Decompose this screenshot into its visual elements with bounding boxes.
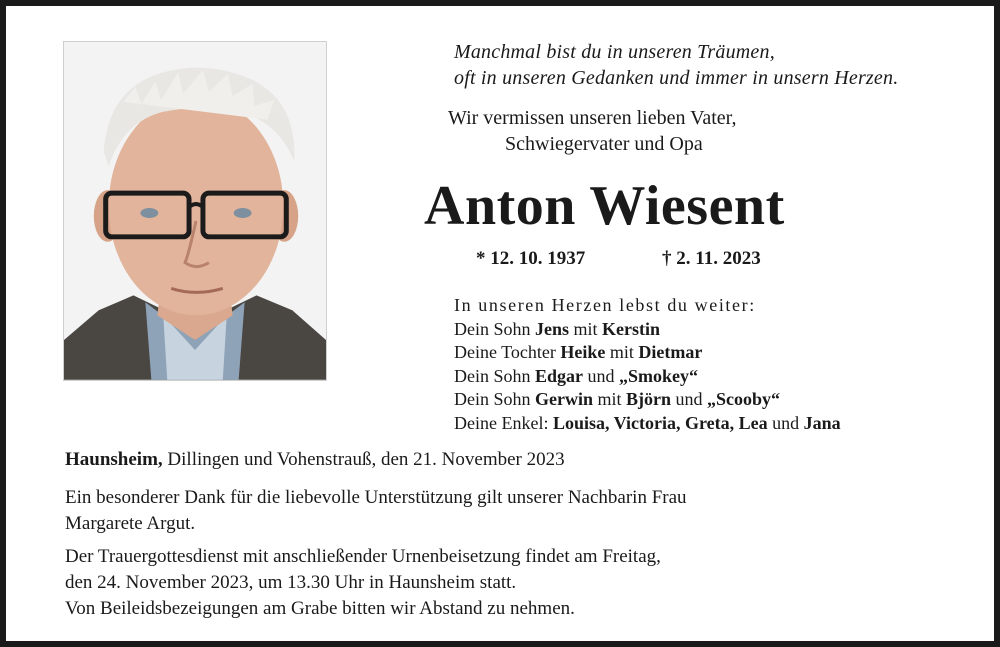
grandchildren-row [454,412,974,436]
town-name: Haunsheim, [65,449,163,470]
quote-line-2: oft in unseren Gedanken und immer in unsern Herzen. [454,67,899,89]
relation-label: Deine Enkel: [454,412,553,433]
place-date-line [65,447,965,473]
family-row [454,341,974,365]
connector-text: und [583,365,620,386]
connector-text: und [767,412,804,433]
family-list [454,294,974,435]
relative-name: Edgar [535,365,584,386]
family-heading: In unseren Herzen lebst du weiter: [454,295,756,315]
service-line-1: Der Trauergottesdienst mit anschließender Urnenbeisetzung findet am Freitag, [65,546,661,567]
relation-label: Dein Sohn [454,365,535,386]
connector-text: mit [569,318,603,339]
family-row [454,318,974,342]
connector-text: mit [605,342,639,362]
relative-name: „Smokey“ [619,365,699,386]
relative-name: Gerwin [535,389,593,409]
deceased-name: Anton Wiesent [424,175,785,237]
family-row [454,365,974,389]
thanks-paragraph [65,485,945,537]
relative-name: Kerstin [602,318,661,339]
relative-name: Jens [535,318,570,339]
connector-text: und [671,389,708,409]
service-line-2: den 24. November 2023, um 13.30 Uhr in Haunsheim statt. [65,572,517,593]
family-row [454,388,974,412]
quote-line-1: Manchmal bist du in unseren Träumen, [454,41,775,63]
relation-label: Dein Sohn [454,318,535,339]
connector-text: mit [593,389,627,409]
grandchildren-names: Louisa, Victoria, Greta, Lea [552,412,768,433]
relative-name: „Scooby“ [707,389,781,409]
relative-name: Heike [560,342,606,362]
life-dates [476,246,836,272]
relation-label: Dein Sohn [454,389,535,409]
place-date-text: Dillingen und Vohenstrauß, den 21. November 2023 [162,449,565,470]
memorial-quote [454,39,974,91]
service-line-3: Von Beileidsbezeigungen am Grabe bitten wir Abstand zu nehmen. [65,598,575,619]
relative-name: Dietmar [638,342,703,362]
portrait-image [64,42,326,380]
thanks-line-2: Margarete Argut. [65,513,196,534]
relative-name: Björn [626,389,672,409]
intro-line-1: Wir vermissen unseren lieben Vater, [448,107,737,129]
portrait-photo [63,41,327,381]
birth-date: * 12. 10. 1937 [476,248,586,269]
death-date: † 2. 11. 2023 [662,248,761,269]
intro-line-2: Schwiegervater und Opa [505,133,703,155]
intro-text [448,105,828,157]
thanks-line-1: Ein besonderer Dank für die liebevolle Unterstützung gilt unserer Nachbarin Frau [65,487,687,508]
relation-label: Deine Tochter [454,342,561,362]
relative-name: Jana [803,412,841,433]
service-paragraph [65,544,945,622]
